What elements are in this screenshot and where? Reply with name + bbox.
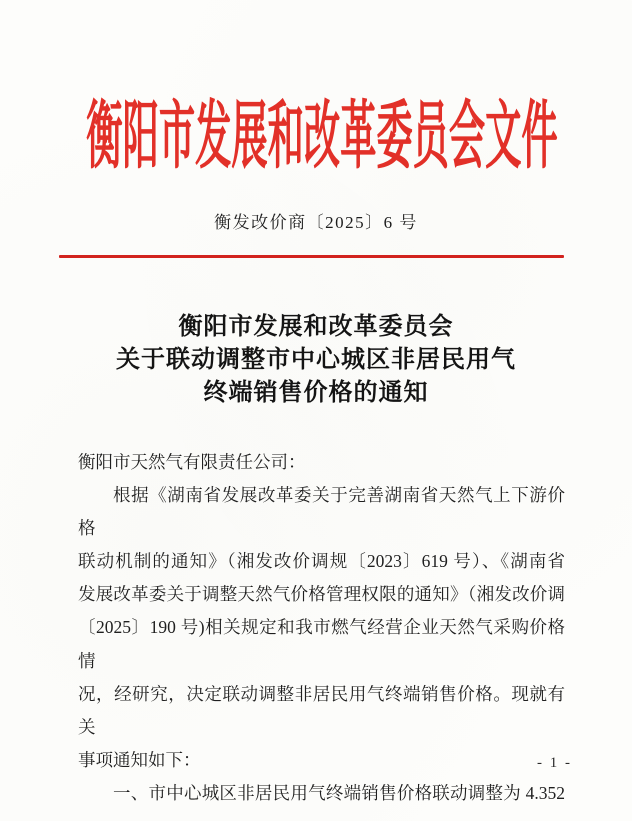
body-line: 根据《湖南省发展改革委关于完善湖南省天然气上下游价格 xyxy=(78,485,565,539)
red-divider-line xyxy=(59,255,564,258)
body-line: 况，经研究，决定联动调整非居民用气终端销售价格。现就有关 xyxy=(78,683,565,737)
body-line: 〔2025〕190 号)相关规定和我市燃气经营企业天然气采购价格情 xyxy=(78,617,565,671)
notice-title xyxy=(0,311,632,410)
page-number: - 1 - xyxy=(537,755,572,771)
body-line: 联动机制的通知》（湘发改价调规〔2023〕619 号）、《湖南省 xyxy=(78,551,565,572)
doc-number: 衡发改价商〔2025〕6 号 xyxy=(214,213,418,232)
notice-body xyxy=(78,446,565,810)
notice-title-line-1: 衡阳市发展和改革委员会 xyxy=(178,314,454,340)
body-line: 发展改革委关于调整天然气价格管理权限的通知》（湘发改价调 xyxy=(78,584,565,605)
notice-title-line-3: 终端销售价格的通知 xyxy=(203,380,429,406)
notice-title-line-2: 关于联动调整市中心城区非居民用气 xyxy=(116,347,516,373)
salutation-line: 衡阳市天然气有限责任公司： xyxy=(78,452,306,472)
body-line: 事项通知如下： xyxy=(78,749,201,770)
letterhead-title: 衡阳市发展和改革委员会文件 xyxy=(86,96,558,178)
body-line-item-1: 一、市中心城区非居民用气终端销售价格联动调整为 4.352 xyxy=(113,782,565,803)
